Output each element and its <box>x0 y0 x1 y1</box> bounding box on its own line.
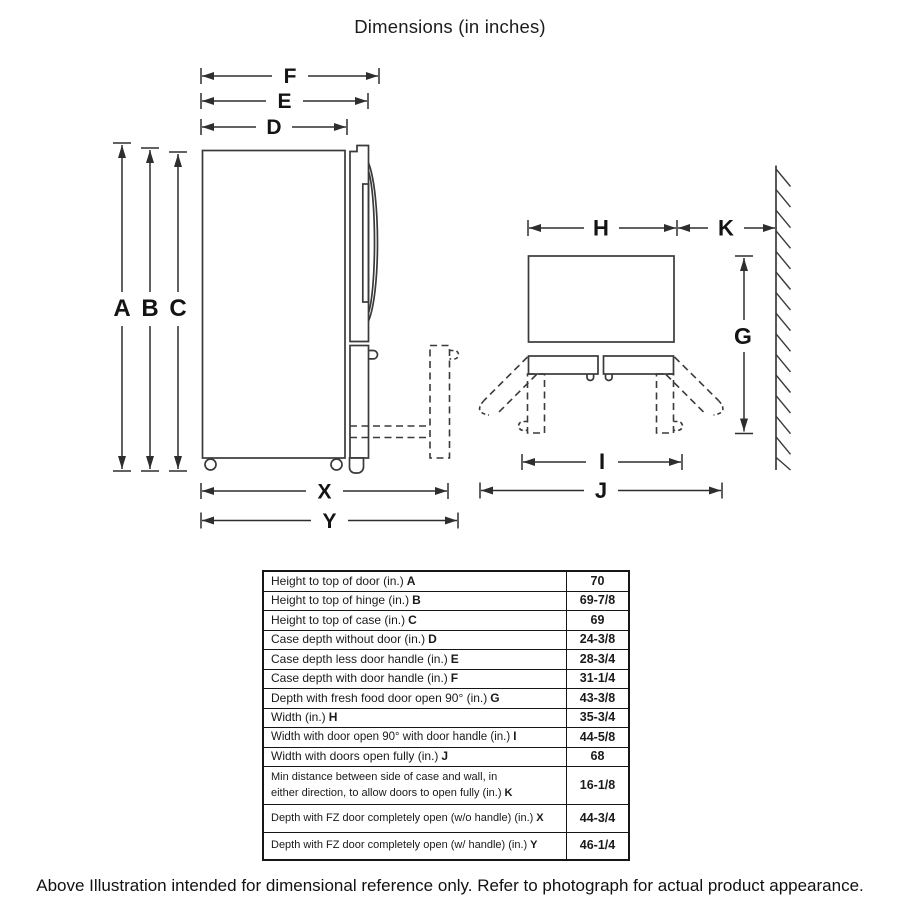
dimension-label-Y: Y <box>322 510 337 533</box>
dimension-description: Width with door open 90° with door handle (in.) <box>271 730 511 743</box>
table-row <box>263 728 629 748</box>
dimension-label-F: F <box>283 65 297 88</box>
table-row <box>263 650 629 670</box>
table-row <box>263 669 629 689</box>
dimension-letter: X <box>536 811 544 824</box>
dimensions-table <box>262 570 630 861</box>
table-row <box>263 591 629 611</box>
dimension-K <box>678 216 775 241</box>
dimension-label-G: G <box>734 323 752 349</box>
dimension-value: 31-1/4 <box>567 669 630 689</box>
dimension-letter: G <box>490 690 500 705</box>
dimension-label-D: D <box>266 116 282 139</box>
wheel <box>205 459 216 470</box>
doors-open-fully-dashed <box>480 357 723 415</box>
wall-hatching <box>776 166 791 471</box>
dimension-description: Depth with FZ door completely open (w/o handle) (in.) <box>271 811 534 824</box>
table-row <box>263 571 629 591</box>
drawer-open-dashed <box>350 346 459 459</box>
dimension-label-J: J <box>594 478 608 503</box>
dimension-description: Height to top of hinge (in.) <box>271 593 410 607</box>
dimension-F <box>201 65 379 88</box>
dimension-letter: C <box>408 612 417 627</box>
dimension-description: Min distance between side of case and wall, in <box>271 771 498 783</box>
dimension-E <box>201 90 368 113</box>
dimension-description: Width with doors open fully (in.) <box>271 749 439 763</box>
dimension-value: 35-3/4 <box>567 708 630 728</box>
dimension-label-K: K <box>718 215 734 241</box>
door-foot <box>350 458 364 473</box>
table-row <box>263 630 629 650</box>
door-handle <box>606 374 613 381</box>
dimension-description: Case depth without door (in.) <box>271 632 426 646</box>
dimension-letter: B <box>412 593 421 607</box>
dimension-X <box>201 481 448 504</box>
doors-open-90-dashed <box>519 374 683 433</box>
dimension-letter: K <box>504 786 513 799</box>
side-view-diagram <box>203 146 459 474</box>
dimension-description: Height to top of door (in.) <box>271 573 404 588</box>
dimension-value: 46-1/4 <box>567 832 630 860</box>
dimension-value: 44-3/4 <box>567 805 630 833</box>
dimension-A <box>113 143 131 471</box>
table-row <box>263 832 629 860</box>
table-row <box>263 708 629 728</box>
dimension-description: either direction, to allow doors to open fully (in.) <box>271 786 502 799</box>
dimension-label-I: I <box>598 449 606 474</box>
dimension-label-C: C <box>169 295 187 322</box>
dimension-description: Width (in.) <box>271 710 326 724</box>
dimension-value: 69 <box>567 611 630 631</box>
dimension-label-B: B <box>141 295 159 322</box>
table-row <box>263 767 629 805</box>
dimension-letter: D <box>428 632 437 646</box>
dimension-label-E: E <box>277 90 292 113</box>
dimension-value: 43-3/8 <box>567 689 630 709</box>
dimension-letter: J <box>441 749 449 763</box>
dimension-H <box>528 216 677 241</box>
dimension-letter: I <box>513 730 517 743</box>
dimension-value: 70 <box>567 571 630 591</box>
dimension-Y <box>201 510 458 533</box>
dimension-value: 28-3/4 <box>567 650 630 670</box>
dimension-value: 68 <box>567 747 630 767</box>
dimension-value: 69-7/8 <box>567 591 630 611</box>
dimension-label-H: H <box>593 215 609 241</box>
door-handle <box>587 374 594 380</box>
dimension-value: 16-1/8 <box>567 767 630 805</box>
table-row <box>263 747 629 767</box>
table-row <box>263 689 629 709</box>
dimension-C <box>169 152 187 471</box>
dimension-letter: A <box>406 573 416 588</box>
dimension-B <box>141 148 159 471</box>
page-title: Dimensions (in inches) <box>354 16 546 37</box>
dimension-I <box>522 449 682 474</box>
dimension-value: 44-5/8 <box>567 728 630 748</box>
dimension-description: Height to top of case (in.) <box>271 612 406 627</box>
table-row <box>263 611 629 631</box>
dimension-G <box>734 256 753 434</box>
dimension-J <box>480 478 722 503</box>
footer-note: Above Illustration intended for dimensional reference only. Refer to photograph for actual product appearance. <box>36 876 864 895</box>
dimension-D <box>201 116 347 139</box>
dimension-letter: F <box>450 671 459 685</box>
dimension-letter: Y <box>530 839 538 851</box>
drawer-handle <box>369 351 378 359</box>
dimension-description: Depth with FZ door completely open (w/ handle) (in.) <box>271 839 528 851</box>
table-row <box>263 805 629 833</box>
dimension-letter: H <box>328 710 338 724</box>
wheel <box>331 459 342 470</box>
dimension-description: Case depth less door handle (in.) <box>271 651 448 666</box>
dimension-description: Case depth with door handle (in.) <box>271 671 448 685</box>
dimension-letter: E <box>450 651 459 666</box>
dimension-value: 24-3/8 <box>567 630 630 650</box>
dimension-description: Depth with fresh food door open 90° (in.) <box>271 690 488 705</box>
dimension-label-A: A <box>113 295 131 322</box>
dimension-label-X: X <box>317 480 332 504</box>
